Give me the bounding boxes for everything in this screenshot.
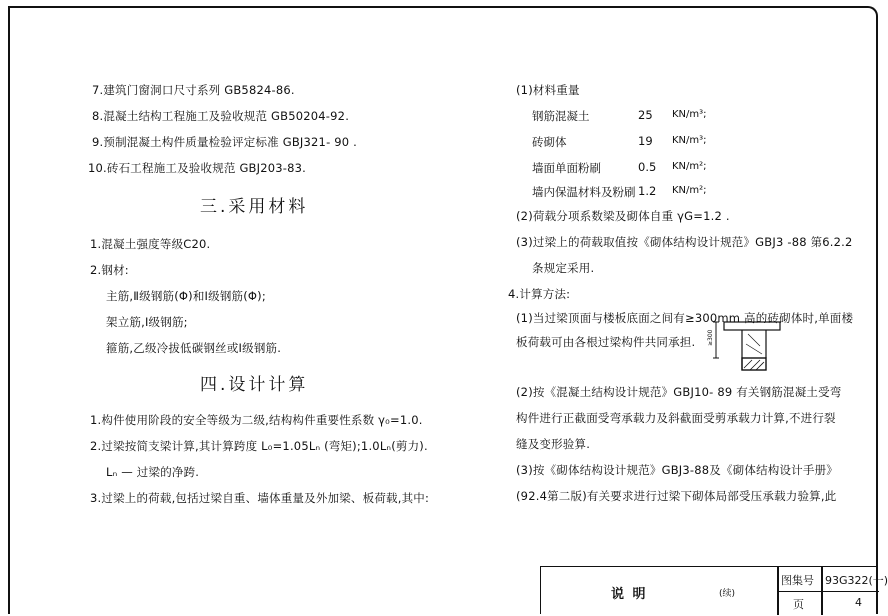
material-name: 墙面单面粉刷 xyxy=(532,161,601,175)
material-unit: KN/m²; xyxy=(672,161,707,172)
material-value: 0.5 xyxy=(638,160,657,174)
calc-item-2: (2)按《混凝土结构设计规范》GBJ10- 89 有关钢筋混凝土受弯 xyxy=(516,385,842,399)
calc-method-title: 4.计算方法: xyxy=(508,287,571,301)
page-label: 页 xyxy=(793,598,804,611)
design-item-3: 3.过梁上的荷载,包括过梁自重、墙体重量及外加梁、板荷载,其中: xyxy=(90,491,430,505)
standard-item-7: 7.建筑门窗洞口尺寸系列 GB5824-86. xyxy=(92,83,295,97)
section-heading-design: 四.设计计算 xyxy=(200,375,309,395)
sketch-dimension-label: ≥300 xyxy=(707,329,714,346)
material-main-bar: 主筋,Ⅱ级钢筋(Φ)和Ⅰ级钢筋(Φ); xyxy=(106,289,266,303)
material-value: 19 xyxy=(638,134,653,148)
load-value-item-cont: 条规定采用. xyxy=(532,261,595,275)
calc-item-2-cont2: 缝及变形验算. xyxy=(516,437,591,451)
material-name: 墙内保温材料及粉刷 xyxy=(532,185,636,199)
atlas-number: 93G322(一) xyxy=(825,574,888,587)
standard-item-10: 10.砖石工程施工及验收规范 GBJ203-83. xyxy=(88,161,307,175)
design-item-2: 2.过梁按简支梁计算,其计算跨度 L₀=1.05Lₙ (弯矩);1.0Lₙ(剪力). xyxy=(90,439,428,453)
calc-item-2-cont1: 构件进行正截面受弯承载力及斜截面受剪承载力计算,不进行裂 xyxy=(516,411,836,425)
calc-item-3-cont: (92.4第二版)有关要求进行过梁下砌体局部受压承载力验算,此 xyxy=(516,489,837,503)
title-block-title: 说 明 xyxy=(611,587,648,602)
lintel-section-sketch xyxy=(702,318,794,380)
material-unit: KN/m²; xyxy=(672,185,707,196)
material-value: 1.2 xyxy=(638,184,657,198)
design-item-2-note: Lₙ — 过梁的净跨. xyxy=(106,465,200,479)
atlas-number-label: 图集号 xyxy=(781,574,814,587)
material-erection-bar: 架立筋,Ⅰ级钢筋; xyxy=(106,315,188,329)
section-heading-materials: 三.采用材料 xyxy=(200,197,309,217)
design-item-1: 1.构件使用阶段的安全等级为二级,结构构件重要性系数 γ₀=1.0. xyxy=(90,413,423,427)
material-name: 钢筋混凝土 xyxy=(532,109,590,123)
material-item-2: 2.钢材: xyxy=(90,263,129,277)
material-name: 砖砌体 xyxy=(532,135,567,149)
material-item-1: 1.混凝土强度等级C20. xyxy=(90,237,211,251)
standard-item-9: 9.预制混凝土构件质量检验评定标准 GBJ321- 90 . xyxy=(92,135,358,149)
calc-item-1-cont: 板荷载可由各根过梁构件共同承担. xyxy=(516,335,696,349)
material-value: 25 xyxy=(638,108,653,122)
load-factor-item: (2)荷载分项系数梁及砌体自重 γG=1.2 . xyxy=(516,209,730,223)
page-number: 4 xyxy=(855,596,862,609)
title-block-suffix: (续) xyxy=(719,589,736,599)
material-stirrup: 箍筋,乙级冷拔低碳钢丝或Ⅰ级钢筋. xyxy=(106,341,282,355)
material-unit: KN/m³; xyxy=(672,135,707,146)
calc-item-1: (1)当过梁顶面与楼板底面之间有≥300mm 高的砖砌体时,单面楼 xyxy=(516,311,854,325)
material-weight-title: (1)材料重量 xyxy=(516,83,580,97)
title-block xyxy=(540,566,888,614)
load-value-item: (3)过梁上的荷载取值按《砌体结构设计规范》GBJ3 -88 第6.2.2 xyxy=(516,235,853,249)
material-unit: KN/m³; xyxy=(672,109,707,120)
calc-item-3: (3)按《砌体结构设计规范》GBJ3-88及《砌体结构设计手册》 xyxy=(516,463,838,477)
standard-item-8: 8.混凝土结构工程施工及验收规范 GB50204-92. xyxy=(92,109,350,123)
